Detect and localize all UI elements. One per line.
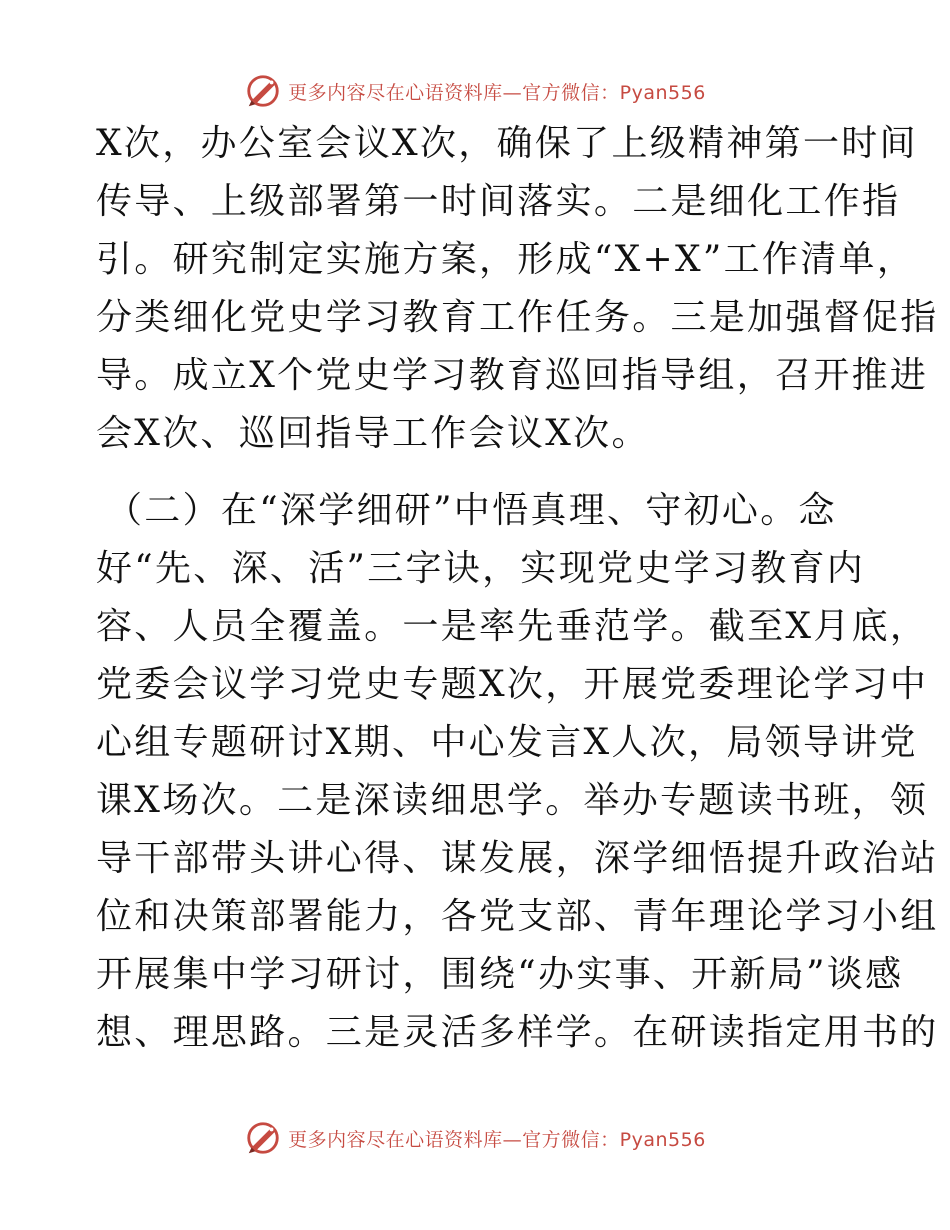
watermark-account: Pyan556 bbox=[619, 81, 706, 104]
text-line: 引。研究制定实施方案，形成“X+X”工作清单， bbox=[96, 239, 916, 280]
text-line: 好“先、深、活”三字诀，实现党史学习教育内 bbox=[96, 548, 866, 589]
text-line: 导干部带头讲心得、谋发展，深学细悟提升政治站 bbox=[96, 838, 939, 879]
text-line: 容、人员全覆盖。一是率先垂范学。截至X月底， bbox=[96, 606, 929, 647]
text-line: 导。成立X个党史学习教育巡回指导组，召开推进 bbox=[96, 355, 929, 396]
text-line: 分类细化党史学习教育工作任务。三是加强督促指 bbox=[96, 297, 939, 338]
section-heading-line: （二）在“深学细研”中悟真理、守初心。念 bbox=[106, 490, 837, 531]
text-line: 想、理思路。三是灵活多样学。在研读指定用书的 bbox=[96, 1012, 939, 1053]
watermark-text: 更多内容尽在心语资料库—官方微信：Pyan556 bbox=[288, 1128, 706, 1151]
text-line: 课X场次。二是深读细思学。举办专题读书班，领 bbox=[96, 780, 929, 821]
pen-logo-icon bbox=[244, 1119, 282, 1157]
text-line: X次，办公室会议X次，确保了上级精神第一时间 bbox=[96, 123, 918, 164]
text-line: 心组专题研讨X期、中心发言X人次，局领导讲党 bbox=[96, 722, 918, 763]
watermark-text: 更多内容尽在心语资料库—官方微信：Pyan556 bbox=[288, 81, 706, 104]
text-line: 位和决策部署能力，各党支部、青年理论学习小组 bbox=[96, 896, 939, 937]
text-line: 会X次、巡回指导工作会议X次。 bbox=[96, 413, 650, 454]
text-line: 传导、上级部署第一时间落实。二是细化工作指 bbox=[96, 181, 901, 222]
text-line: 党委会议学习党史专题X次，开展党委理论学习中 bbox=[96, 664, 929, 705]
footer-watermark bbox=[0, 1116, 950, 1160]
text-line: 开展集中学习研讨，围绕“办实事、开新局”谈感 bbox=[96, 954, 904, 995]
watermark-account: Pyan556 bbox=[619, 1128, 706, 1151]
